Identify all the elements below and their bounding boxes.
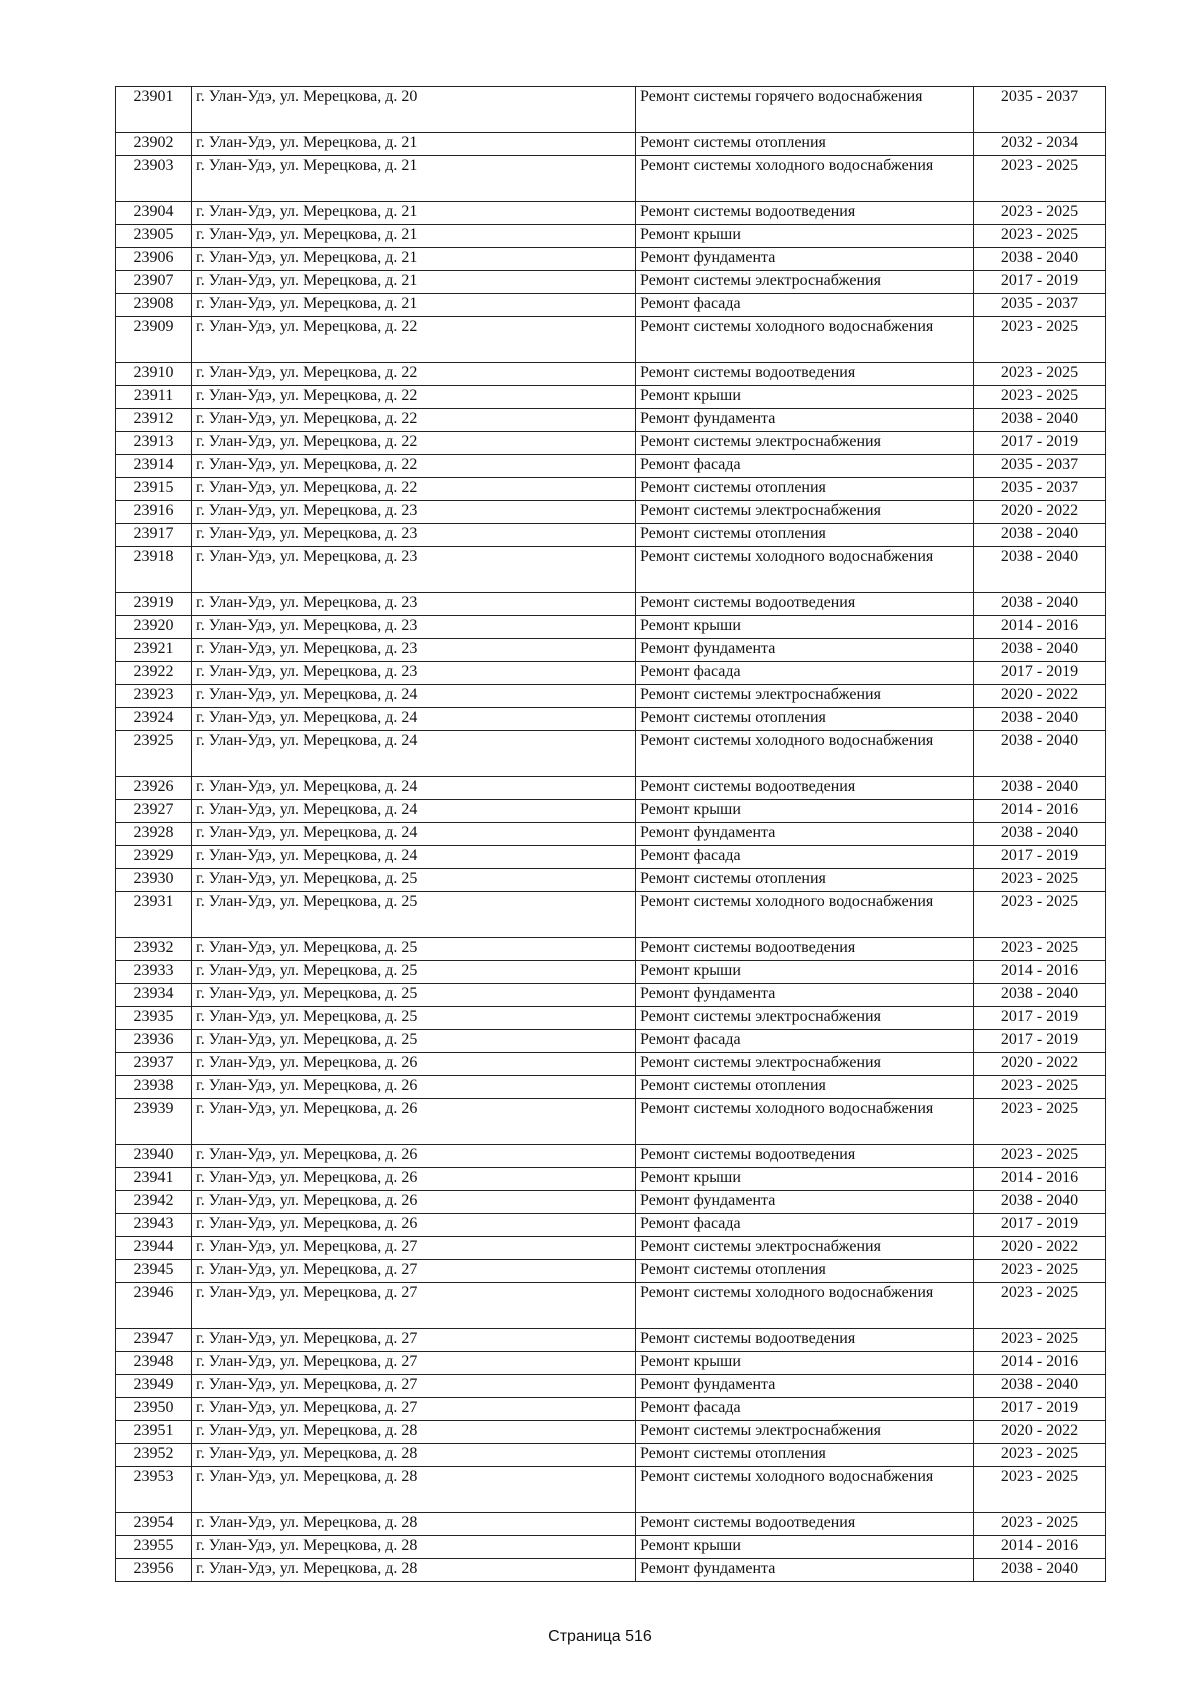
table-row	[116, 1467, 1106, 1513]
address-cell: г. Улан-Удэ, ул. Мерецкова, д. 23	[192, 662, 636, 685]
table-row	[116, 156, 1106, 202]
period-cell: 2020 - 2022	[974, 1421, 1106, 1444]
address-cell: г. Улан-Удэ, ул. Мерецкова, д. 22	[192, 317, 636, 363]
table-row	[116, 1352, 1106, 1375]
row-number-cell: 23921	[116, 639, 192, 662]
table-row	[116, 1421, 1106, 1444]
table-row	[116, 777, 1106, 800]
work-type-cell: Ремонт системы холодного водоснабжения	[636, 156, 974, 202]
work-type-cell: Ремонт системы водоотведения	[636, 777, 974, 800]
row-number-cell: 23955	[116, 1536, 192, 1559]
period-cell: 2020 - 2022	[974, 685, 1106, 708]
row-number-cell: 23905	[116, 225, 192, 248]
period-cell: 2035 - 2037	[974, 455, 1106, 478]
address-cell: г. Улан-Удэ, ул. Мерецкова, д. 23	[192, 547, 636, 593]
address-cell: г. Улан-Удэ, ул. Мерецкова, д. 25	[192, 869, 636, 892]
period-cell: 2038 - 2040	[974, 823, 1106, 846]
table-row	[116, 1260, 1106, 1283]
address-cell: г. Улан-Удэ, ул. Мерецкова, д. 23	[192, 501, 636, 524]
work-type-cell: Ремонт системы холодного водоснабжения	[636, 547, 974, 593]
period-cell: 2023 - 2025	[974, 363, 1106, 386]
period-cell: 2020 - 2022	[974, 1053, 1106, 1076]
work-type-cell: Ремонт системы отопления	[636, 869, 974, 892]
table-row	[116, 984, 1106, 1007]
address-cell: г. Улан-Удэ, ул. Мерецкова, д. 24	[192, 800, 636, 823]
row-number-cell: 23909	[116, 317, 192, 363]
address-cell: г. Улан-Удэ, ул. Мерецкова, д. 28	[192, 1444, 636, 1467]
table-row	[116, 616, 1106, 639]
table-row	[116, 363, 1106, 386]
period-cell: 2017 - 2019	[974, 662, 1106, 685]
address-cell: г. Улан-Удэ, ул. Мерецкова, д. 24	[192, 731, 636, 777]
table-row	[116, 1145, 1106, 1168]
period-cell: 2038 - 2040	[974, 777, 1106, 800]
table-row	[116, 1283, 1106, 1329]
page-number: Страница 516	[548, 1628, 652, 1645]
row-number-cell: 23948	[116, 1352, 192, 1375]
address-cell: г. Улан-Удэ, ул. Мерецкова, д. 23	[192, 524, 636, 547]
period-cell: 2014 - 2016	[974, 1536, 1106, 1559]
table-row	[116, 961, 1106, 984]
row-number-cell: 23928	[116, 823, 192, 846]
work-type-cell: Ремонт крыши	[636, 1536, 974, 1559]
period-cell: 2020 - 2022	[974, 1237, 1106, 1260]
table-row	[116, 1191, 1106, 1214]
address-cell: г. Улан-Удэ, ул. Мерецкова, д. 28	[192, 1513, 636, 1536]
address-cell: г. Улан-Удэ, ул. Мерецкова, д. 25	[192, 961, 636, 984]
period-cell: 2014 - 2016	[974, 616, 1106, 639]
row-number-cell: 23917	[116, 524, 192, 547]
table-body	[116, 87, 1106, 1582]
address-cell: г. Улан-Удэ, ул. Мерецкова, д. 24	[192, 846, 636, 869]
work-type-cell: Ремонт фундамента	[636, 984, 974, 1007]
table-row	[116, 1398, 1106, 1421]
table-row	[116, 1444, 1106, 1467]
work-type-cell: Ремонт системы электроснабжения	[636, 501, 974, 524]
work-type-cell: Ремонт фасада	[636, 455, 974, 478]
work-type-cell: Ремонт системы водоотведения	[636, 1145, 974, 1168]
period-cell: 2038 - 2040	[974, 248, 1106, 271]
work-type-cell: Ремонт системы водоотведения	[636, 202, 974, 225]
work-type-cell: Ремонт фасада	[636, 1030, 974, 1053]
work-type-cell: Ремонт фундамента	[636, 1191, 974, 1214]
row-number-cell: 23953	[116, 1467, 192, 1513]
work-type-cell: Ремонт фундамента	[636, 639, 974, 662]
work-type-cell: Ремонт системы холодного водоснабжения	[636, 1283, 974, 1329]
table-row	[116, 892, 1106, 938]
period-cell: 2014 - 2016	[974, 1168, 1106, 1191]
period-cell: 2020 - 2022	[974, 501, 1106, 524]
address-cell: г. Улан-Удэ, ул. Мерецкова, д. 27	[192, 1375, 636, 1398]
table-row	[116, 662, 1106, 685]
table-row	[116, 524, 1106, 547]
work-type-cell: Ремонт крыши	[636, 961, 974, 984]
period-cell: 2014 - 2016	[974, 961, 1106, 984]
period-cell: 2023 - 2025	[974, 938, 1106, 961]
row-number-cell: 23950	[116, 1398, 192, 1421]
work-type-cell: Ремонт фасада	[636, 1214, 974, 1237]
address-cell: г. Улан-Удэ, ул. Мерецкова, д. 25	[192, 984, 636, 1007]
address-cell: г. Улан-Удэ, ул. Мерецкова, д. 27	[192, 1329, 636, 1352]
table-row	[116, 501, 1106, 524]
address-cell: г. Улан-Удэ, ул. Мерецкова, д. 28	[192, 1467, 636, 1513]
row-number-cell: 23926	[116, 777, 192, 800]
address-cell: г. Улан-Удэ, ул. Мерецкова, д. 24	[192, 708, 636, 731]
address-cell: г. Улан-Удэ, ул. Мерецкова, д. 23	[192, 593, 636, 616]
row-number-cell: 23912	[116, 409, 192, 432]
row-number-cell: 23946	[116, 1283, 192, 1329]
row-number-cell: 23927	[116, 800, 192, 823]
work-type-cell: Ремонт фасада	[636, 846, 974, 869]
address-cell: г. Улан-Удэ, ул. Мерецкова, д. 27	[192, 1260, 636, 1283]
period-cell: 2017 - 2019	[974, 432, 1106, 455]
row-number-cell: 23923	[116, 685, 192, 708]
address-cell: г. Улан-Удэ, ул. Мерецкова, д. 28	[192, 1559, 636, 1582]
row-number-cell: 23902	[116, 133, 192, 156]
table-row	[116, 800, 1106, 823]
period-cell: 2023 - 2025	[974, 1513, 1106, 1536]
address-cell: г. Улан-Удэ, ул. Мерецкова, д. 25	[192, 1030, 636, 1053]
work-type-cell: Ремонт системы горячего водоснабжения	[636, 87, 974, 133]
table-row	[116, 1053, 1106, 1076]
address-cell: г. Улан-Удэ, ул. Мерецкова, д. 24	[192, 823, 636, 846]
address-cell: г. Улан-Удэ, ул. Мерецкова, д. 26	[192, 1145, 636, 1168]
period-cell: 2023 - 2025	[974, 1329, 1106, 1352]
work-type-cell: Ремонт фундамента	[636, 823, 974, 846]
period-cell: 2023 - 2025	[974, 1145, 1106, 1168]
period-cell: 2017 - 2019	[974, 1007, 1106, 1030]
period-cell: 2038 - 2040	[974, 984, 1106, 1007]
table-row	[116, 87, 1106, 133]
row-number-cell: 23932	[116, 938, 192, 961]
row-number-cell: 23934	[116, 984, 192, 1007]
address-cell: г. Улан-Удэ, ул. Мерецкова, д. 24	[192, 777, 636, 800]
table-row	[116, 1030, 1106, 1053]
table-row	[116, 547, 1106, 593]
work-type-cell: Ремонт системы электроснабжения	[636, 271, 974, 294]
table-row	[116, 225, 1106, 248]
address-cell: г. Улан-Удэ, ул. Мерецкова, д. 23	[192, 616, 636, 639]
address-cell: г. Улан-Удэ, ул. Мерецкова, д. 22	[192, 386, 636, 409]
address-cell: г. Улан-Удэ, ул. Мерецкова, д. 28	[192, 1421, 636, 1444]
work-type-cell: Ремонт системы отопления	[636, 1260, 974, 1283]
address-cell: г. Улан-Удэ, ул. Мерецкова, д. 25	[192, 1007, 636, 1030]
period-cell: 2023 - 2025	[974, 156, 1106, 202]
work-type-cell: Ремонт системы холодного водоснабжения	[636, 731, 974, 777]
row-number-cell: 23944	[116, 1237, 192, 1260]
row-number-cell: 23956	[116, 1559, 192, 1582]
work-type-cell: Ремонт фундамента	[636, 1375, 974, 1398]
address-cell: г. Улан-Удэ, ул. Мерецкова, д. 27	[192, 1398, 636, 1421]
period-cell: 2017 - 2019	[974, 1398, 1106, 1421]
period-cell: 2038 - 2040	[974, 547, 1106, 593]
row-number-cell: 23908	[116, 294, 192, 317]
work-type-cell: Ремонт фасада	[636, 1398, 974, 1421]
table-row	[116, 432, 1106, 455]
row-number-cell: 23943	[116, 1214, 192, 1237]
row-number-cell: 23936	[116, 1030, 192, 1053]
row-number-cell: 23949	[116, 1375, 192, 1398]
address-cell: г. Улан-Удэ, ул. Мерецкова, д. 22	[192, 478, 636, 501]
period-cell: 2038 - 2040	[974, 593, 1106, 616]
row-number-cell: 23903	[116, 156, 192, 202]
table-row	[116, 869, 1106, 892]
row-number-cell: 23920	[116, 616, 192, 639]
address-cell: г. Улан-Удэ, ул. Мерецкова, д. 28	[192, 1536, 636, 1559]
period-cell: 2023 - 2025	[974, 1444, 1106, 1467]
period-cell: 2023 - 2025	[974, 1283, 1106, 1329]
row-number-cell: 23954	[116, 1513, 192, 1536]
work-type-cell: Ремонт системы электроснабжения	[636, 1421, 974, 1444]
period-cell: 2023 - 2025	[974, 317, 1106, 363]
row-number-cell: 23911	[116, 386, 192, 409]
work-type-cell: Ремонт крыши	[636, 800, 974, 823]
work-type-cell: Ремонт системы холодного водоснабжения	[636, 1467, 974, 1513]
work-type-cell: Ремонт системы электроснабжения	[636, 685, 974, 708]
table-row	[116, 133, 1106, 156]
address-cell: г. Улан-Удэ, ул. Мерецкова, д. 21	[192, 133, 636, 156]
address-cell: г. Улан-Удэ, ул. Мерецкова, д. 20	[192, 87, 636, 133]
table-row	[116, 317, 1106, 363]
row-number-cell: 23940	[116, 1145, 192, 1168]
address-cell: г. Улан-Удэ, ул. Мерецкова, д. 27	[192, 1283, 636, 1329]
row-number-cell: 23930	[116, 869, 192, 892]
table-row	[116, 294, 1106, 317]
work-type-cell: Ремонт системы водоотведения	[636, 1513, 974, 1536]
address-cell: г. Улан-Удэ, ул. Мерецкова, д. 26	[192, 1076, 636, 1099]
work-type-cell: Ремонт системы отопления	[636, 708, 974, 731]
row-number-cell: 23935	[116, 1007, 192, 1030]
table-row	[116, 1214, 1106, 1237]
row-number-cell: 23913	[116, 432, 192, 455]
work-type-cell: Ремонт системы отопления	[636, 133, 974, 156]
row-number-cell: 23947	[116, 1329, 192, 1352]
period-cell: 2023 - 2025	[974, 892, 1106, 938]
table-row	[116, 1099, 1106, 1145]
table-row	[116, 1168, 1106, 1191]
work-type-cell: Ремонт системы отопления	[636, 1444, 974, 1467]
row-number-cell: 23951	[116, 1421, 192, 1444]
address-cell: г. Улан-Удэ, ул. Мерецкова, д. 21	[192, 225, 636, 248]
address-cell: г. Улан-Удэ, ул. Мерецкова, д. 22	[192, 363, 636, 386]
address-cell: г. Улан-Удэ, ул. Мерецкова, д. 23	[192, 639, 636, 662]
row-number-cell: 23939	[116, 1099, 192, 1145]
row-number-cell: 23952	[116, 1444, 192, 1467]
period-cell: 2023 - 2025	[974, 225, 1106, 248]
row-number-cell: 23919	[116, 593, 192, 616]
work-type-cell: Ремонт системы электроснабжения	[636, 1053, 974, 1076]
table-row	[116, 1513, 1106, 1536]
row-number-cell: 23933	[116, 961, 192, 984]
row-number-cell: 23924	[116, 708, 192, 731]
period-cell: 2017 - 2019	[974, 846, 1106, 869]
period-cell: 2017 - 2019	[974, 1030, 1106, 1053]
table-row	[116, 1237, 1106, 1260]
table-row	[116, 478, 1106, 501]
row-number-cell: 23937	[116, 1053, 192, 1076]
address-cell: г. Улан-Удэ, ул. Мерецкова, д. 22	[192, 455, 636, 478]
work-type-cell: Ремонт фасада	[636, 294, 974, 317]
row-number-cell: 23906	[116, 248, 192, 271]
work-type-cell: Ремонт крыши	[636, 386, 974, 409]
table-row	[116, 1007, 1106, 1030]
address-cell: г. Улан-Удэ, ул. Мерецкова, д. 26	[192, 1099, 636, 1145]
period-cell: 2023 - 2025	[974, 1467, 1106, 1513]
table-row	[116, 1536, 1106, 1559]
table-row	[116, 386, 1106, 409]
address-cell: г. Улан-Удэ, ул. Мерецкова, д. 21	[192, 294, 636, 317]
period-cell: 2023 - 2025	[974, 202, 1106, 225]
address-cell: г. Улан-Удэ, ул. Мерецкова, д. 26	[192, 1053, 636, 1076]
row-number-cell: 23929	[116, 846, 192, 869]
table-row	[116, 248, 1106, 271]
table-row	[116, 202, 1106, 225]
work-type-cell: Ремонт крыши	[636, 1352, 974, 1375]
period-cell: 2038 - 2040	[974, 1191, 1106, 1214]
period-cell: 2023 - 2025	[974, 1099, 1106, 1145]
table-row	[116, 938, 1106, 961]
work-type-cell: Ремонт системы отопления	[636, 1076, 974, 1099]
work-type-cell: Ремонт системы водоотведения	[636, 593, 974, 616]
row-number-cell: 23938	[116, 1076, 192, 1099]
row-number-cell: 23914	[116, 455, 192, 478]
address-cell: г. Улан-Удэ, ул. Мерецкова, д. 26	[192, 1168, 636, 1191]
row-number-cell: 23945	[116, 1260, 192, 1283]
period-cell: 2014 - 2016	[974, 1352, 1106, 1375]
row-number-cell: 23915	[116, 478, 192, 501]
period-cell: 2032 - 2034	[974, 133, 1106, 156]
row-number-cell: 23916	[116, 501, 192, 524]
table-row	[116, 1375, 1106, 1398]
table-row	[116, 455, 1106, 478]
table-row	[116, 708, 1106, 731]
period-cell: 2038 - 2040	[974, 1375, 1106, 1398]
work-type-cell: Ремонт системы холодного водоснабжения	[636, 317, 974, 363]
table-row	[116, 823, 1106, 846]
period-cell: 2038 - 2040	[974, 409, 1106, 432]
period-cell: 2038 - 2040	[974, 1559, 1106, 1582]
address-cell: г. Улан-Удэ, ул. Мерецкова, д. 25	[192, 938, 636, 961]
table-row	[116, 1559, 1106, 1582]
row-number-cell: 23901	[116, 87, 192, 133]
period-cell: 2038 - 2040	[974, 731, 1106, 777]
table-row	[116, 685, 1106, 708]
address-cell: г. Улан-Удэ, ул. Мерецкова, д. 25	[192, 892, 636, 938]
work-type-cell: Ремонт системы отопления	[636, 478, 974, 501]
row-number-cell: 23925	[116, 731, 192, 777]
row-number-cell: 23941	[116, 1168, 192, 1191]
address-cell: г. Улан-Удэ, ул. Мерецкова, д. 27	[192, 1237, 636, 1260]
work-type-cell: Ремонт системы электроснабжения	[636, 1007, 974, 1030]
address-cell: г. Улан-Удэ, ул. Мерецкова, д. 26	[192, 1214, 636, 1237]
period-cell: 2038 - 2040	[974, 524, 1106, 547]
repair-schedule-table	[115, 86, 1106, 1582]
period-cell: 2014 - 2016	[974, 800, 1106, 823]
work-type-cell: Ремонт фундамента	[636, 248, 974, 271]
work-type-cell: Ремонт системы водоотведения	[636, 938, 974, 961]
work-type-cell: Ремонт системы холодного водоснабжения	[636, 892, 974, 938]
work-type-cell: Ремонт крыши	[636, 616, 974, 639]
row-number-cell: 23907	[116, 271, 192, 294]
table-row	[116, 271, 1106, 294]
period-cell: 2035 - 2037	[974, 87, 1106, 133]
work-type-cell: Ремонт крыши	[636, 1168, 974, 1191]
work-type-cell: Ремонт системы водоотведения	[636, 1329, 974, 1352]
table-row	[116, 1329, 1106, 1352]
work-type-cell: Ремонт крыши	[636, 225, 974, 248]
work-type-cell: Ремонт фасада	[636, 662, 974, 685]
work-type-cell: Ремонт системы электроснабжения	[636, 432, 974, 455]
address-cell: г. Улан-Удэ, ул. Мерецкова, д. 26	[192, 1191, 636, 1214]
address-cell: г. Улан-Удэ, ул. Мерецкова, д. 22	[192, 432, 636, 455]
address-cell: г. Улан-Удэ, ул. Мерецкова, д. 21	[192, 156, 636, 202]
table-row	[116, 846, 1106, 869]
table-row	[116, 639, 1106, 662]
period-cell: 2035 - 2037	[974, 294, 1106, 317]
address-cell: г. Улан-Удэ, ул. Мерецкова, д. 21	[192, 248, 636, 271]
work-type-cell: Ремонт фундамента	[636, 1559, 974, 1582]
period-cell: 2017 - 2019	[974, 271, 1106, 294]
address-cell: г. Улан-Удэ, ул. Мерецкова, д. 27	[192, 1352, 636, 1375]
row-number-cell: 23922	[116, 662, 192, 685]
period-cell: 2023 - 2025	[974, 386, 1106, 409]
row-number-cell: 23910	[116, 363, 192, 386]
table-row	[116, 593, 1106, 616]
row-number-cell: 23918	[116, 547, 192, 593]
period-cell: 2023 - 2025	[974, 869, 1106, 892]
row-number-cell: 23904	[116, 202, 192, 225]
period-cell: 2038 - 2040	[974, 639, 1106, 662]
work-type-cell: Ремонт системы холодного водоснабжения	[636, 1099, 974, 1145]
period-cell: 2023 - 2025	[974, 1260, 1106, 1283]
table-row	[116, 731, 1106, 777]
address-cell: г. Улан-Удэ, ул. Мерецкова, д. 21	[192, 271, 636, 294]
address-cell: г. Улан-Удэ, ул. Мерецкова, д. 24	[192, 685, 636, 708]
work-type-cell: Ремонт системы отопления	[636, 524, 974, 547]
period-cell: 2023 - 2025	[974, 1076, 1106, 1099]
row-number-cell: 23931	[116, 892, 192, 938]
period-cell: 2017 - 2019	[974, 1214, 1106, 1237]
period-cell: 2035 - 2037	[974, 478, 1106, 501]
work-type-cell: Ремонт системы электроснабжения	[636, 1237, 974, 1260]
period-cell: 2038 - 2040	[974, 708, 1106, 731]
row-number-cell: 23942	[116, 1191, 192, 1214]
address-cell: г. Улан-Удэ, ул. Мерецкова, д. 21	[192, 202, 636, 225]
table-row	[116, 1076, 1106, 1099]
work-type-cell: Ремонт системы водоотведения	[636, 363, 974, 386]
table-row	[116, 409, 1106, 432]
address-cell: г. Улан-Удэ, ул. Мерецкова, д. 22	[192, 409, 636, 432]
work-type-cell: Ремонт фундамента	[636, 409, 974, 432]
